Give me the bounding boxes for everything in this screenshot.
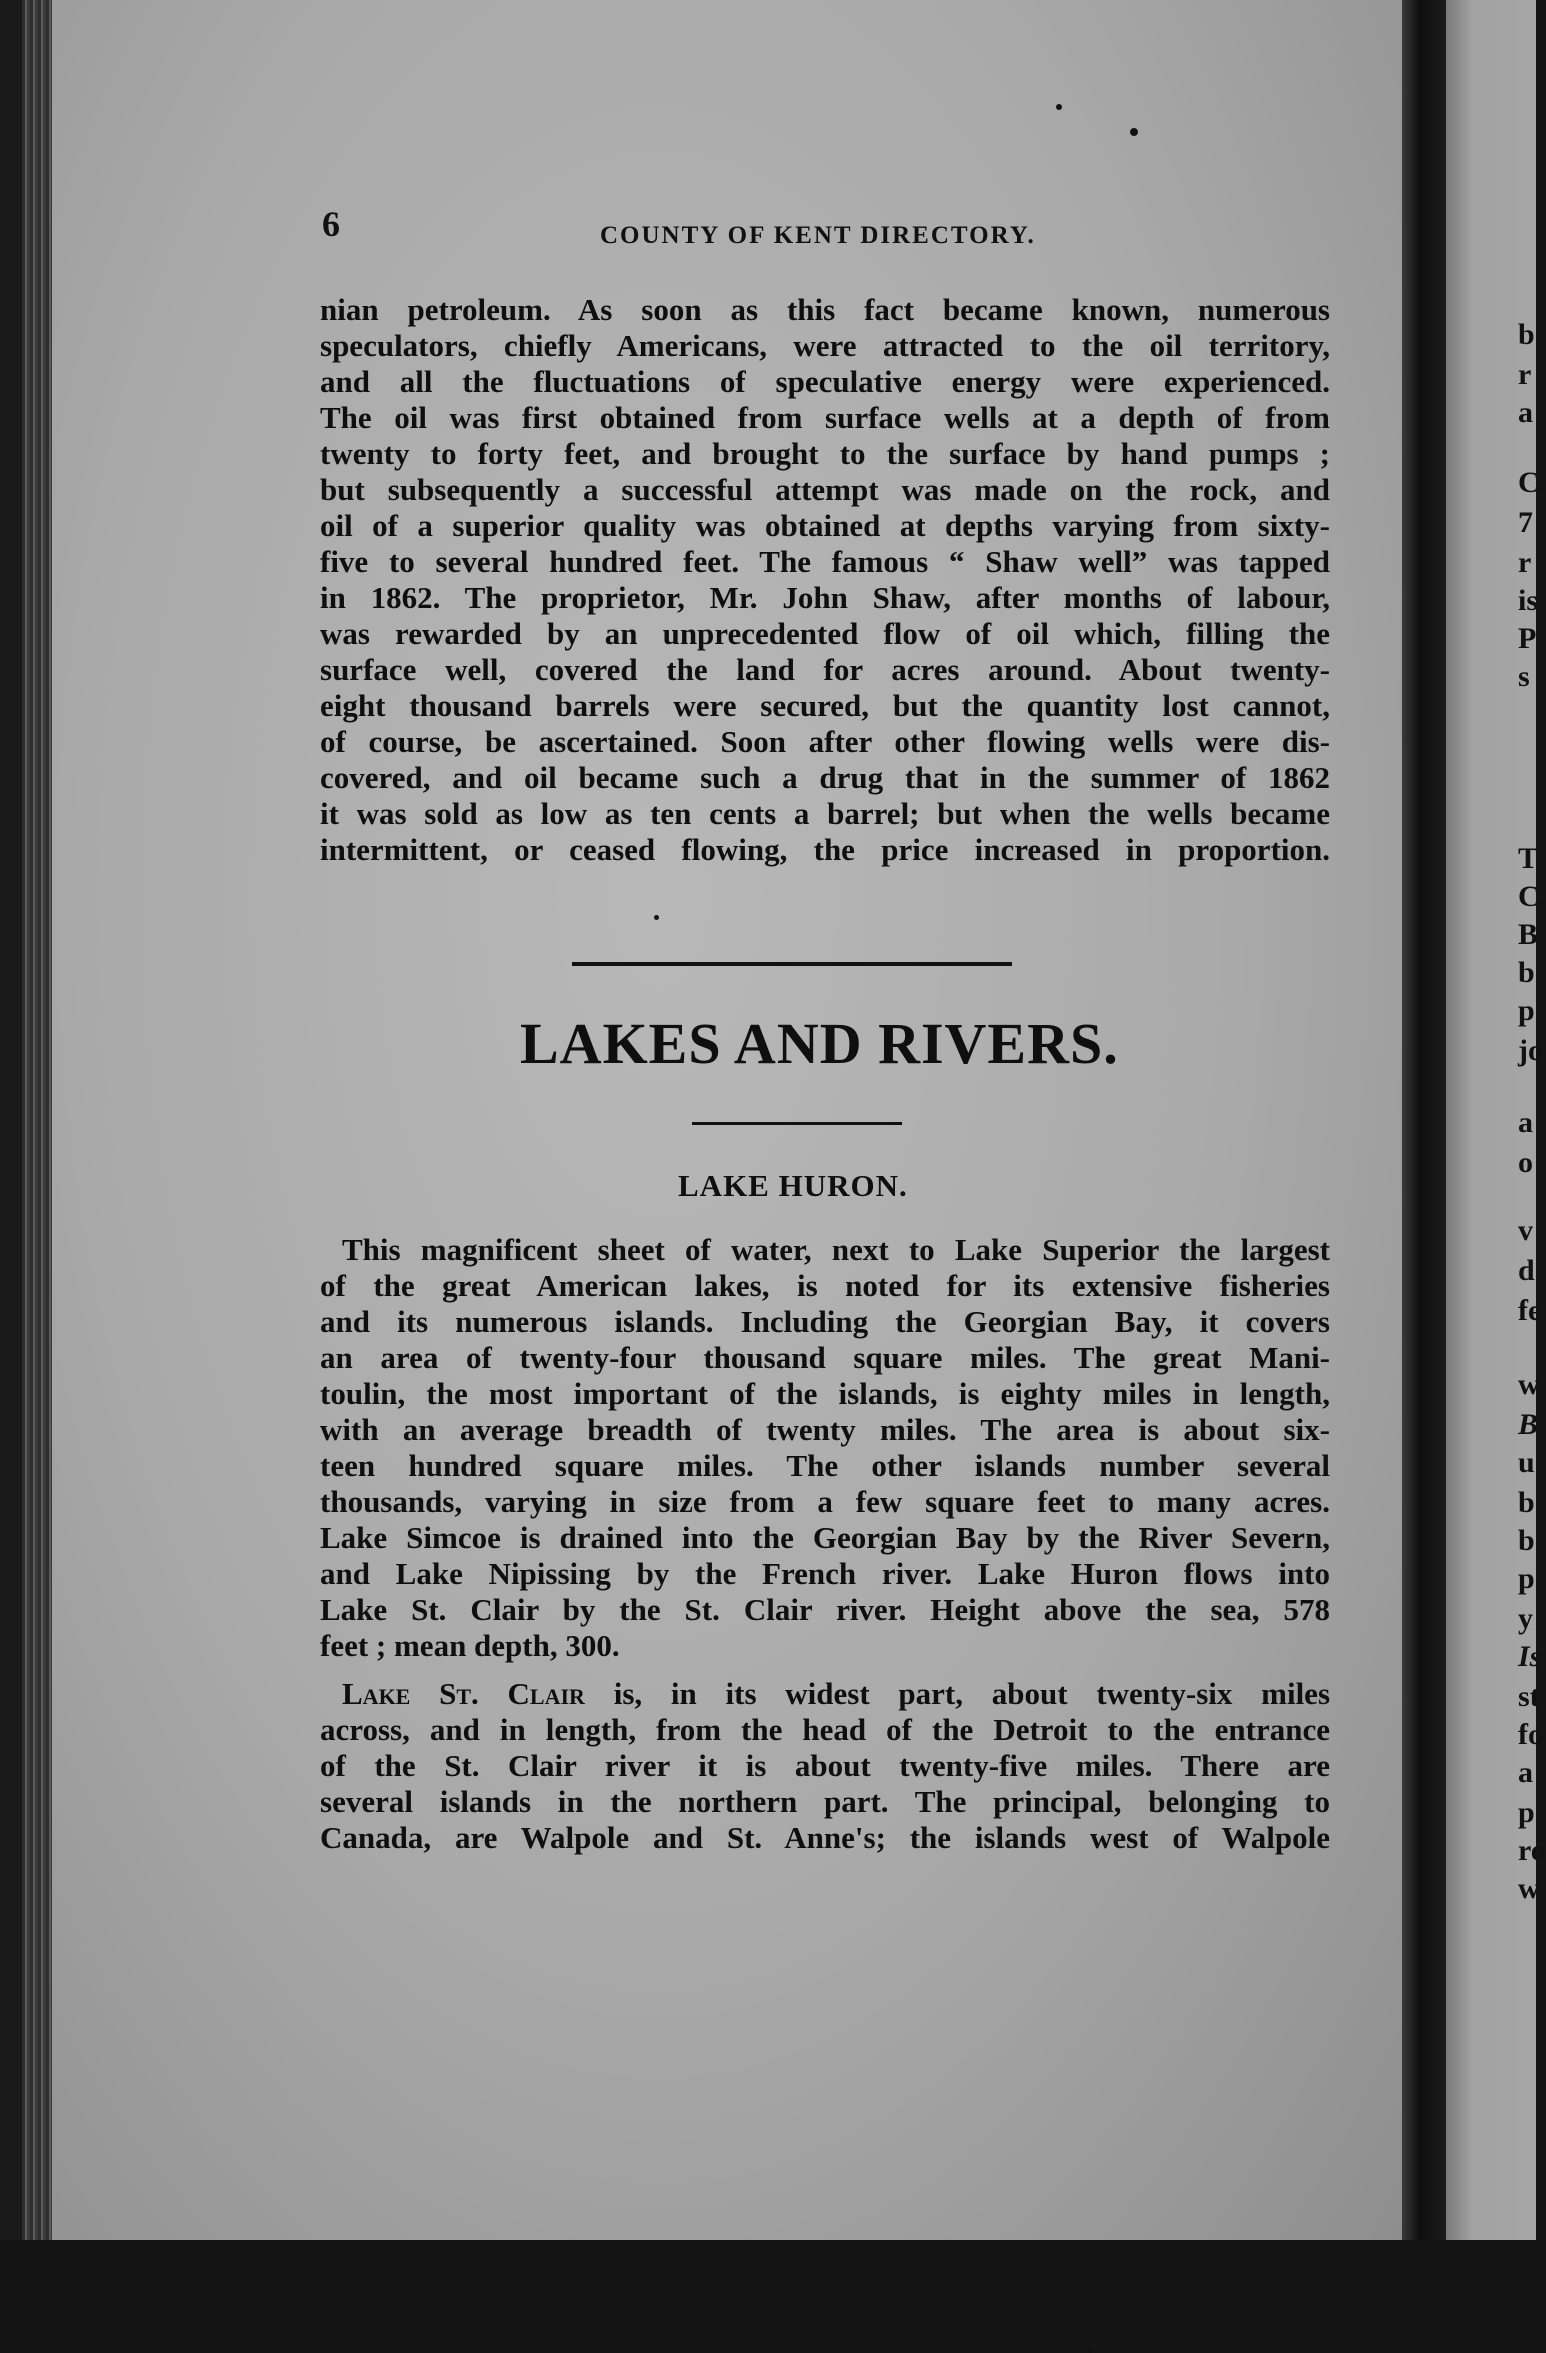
text-line: speculators, chiefly Americans, were attracted to the oil territory, [320, 328, 1330, 363]
facing-text-fragment: Is [1518, 1640, 1542, 1673]
text-line: covered, and oil became such a drug that in the summer of 1862 [320, 760, 1330, 795]
text-line: it was sold as low as ten cents a barrel; but when the wells became [320, 796, 1330, 831]
text-line: across, and in length, from the head of the Detroit to the entrance [320, 1712, 1330, 1747]
text-line: surface well, covered the land for acres around. About twenty- [320, 652, 1330, 687]
facing-text-fragment: p [1518, 994, 1535, 1027]
facing-text-fragment: b [1518, 318, 1535, 351]
book-page [52, 0, 1402, 2240]
lake-st-clair-first-rest: is, in its widest part, about twenty-six miles [584, 1676, 1331, 1711]
text-line: of course, be ascertained. Soon after other flowing wells were dis- [320, 724, 1330, 759]
text-line: eight thousand barrels were secured, but the quantity lost cannot, [320, 688, 1330, 723]
facing-text-fragment: p [1518, 1796, 1535, 1829]
section-title: LAKES AND RIVERS. [520, 1011, 1119, 1076]
sub-title: LAKE HURON. [678, 1168, 908, 1203]
text-line: Lake Simcoe is drained into the Georgian Bay by the River Severn, [320, 1520, 1330, 1555]
text-line: was rewarded by an unprecedented flow of oil which, filling the [320, 616, 1330, 651]
section-rule-bottom [692, 1122, 902, 1125]
text-line: but subsequently a successful attempt was made on the rock, and [320, 472, 1330, 507]
ink-speck [1056, 104, 1062, 110]
facing-text-fragment: B [1518, 1408, 1539, 1441]
facing-text-fragment: a [1518, 1756, 1533, 1789]
facing-text-fragment: 7 [1518, 506, 1533, 539]
facing-text-fragment: o [1518, 1146, 1533, 1179]
text-line: oil of a superior quality was obtained at depths varying from sixty- [320, 508, 1330, 543]
text-line: an area of twenty-four thousand square miles. The great Mani- [320, 1340, 1330, 1375]
ink-speck [1088, 2348, 1093, 2353]
text-line: several islands in the northern part. The principal, belonging to [320, 1784, 1330, 1819]
text-line: toulin, the most important of the islands, is eighty miles in length, [320, 1376, 1330, 1411]
text-line: The oil was first obtained from surface wells at a depth of from [320, 400, 1330, 435]
facing-text-fragment: u [1518, 1446, 1535, 1479]
facing-text-fragment: d [1518, 1254, 1535, 1287]
text-line [342, 1676, 1330, 1712]
facing-text-fragment: B [1518, 918, 1539, 951]
facing-text-fragment: a [1518, 1106, 1533, 1139]
facing-text-fragment: ro [1518, 1834, 1546, 1867]
facing-page-edge [1446, 0, 1546, 2240]
running-title: COUNTY OF KENT DIRECTORY. [600, 222, 1036, 249]
facing-text-fragment: a [1518, 396, 1533, 429]
facing-text-fragment: C [1518, 880, 1540, 913]
page-number: 6 [322, 204, 340, 244]
facing-text-fragment: P [1518, 622, 1537, 655]
facing-text-fragment: b [1518, 1486, 1535, 1519]
text-line: in 1862. The proprietor, Mr. John Shaw, after months of labour, [320, 580, 1330, 615]
lake-st-clair-lead: Lake St. Clair [342, 1676, 585, 1711]
text-line: and Lake Nipissing by the French river. Lake Huron flows into [320, 1556, 1330, 1591]
facing-text-fragment: is [1518, 584, 1539, 617]
facing-text-fragment: v [1518, 1214, 1533, 1247]
text-line: five to several hundred feet. The famous “ Shaw well” was tapped [320, 544, 1330, 579]
section-rule-top [572, 962, 1012, 966]
facing-text-fragment: T [1518, 842, 1539, 875]
text-line: with an average breadth of twenty miles. The area is about six- [320, 1412, 1330, 1447]
text-line: Canada, are Walpole and St. Anne's; the islands west of Walpole [320, 1820, 1330, 1855]
facing-text-fragment: b [1518, 956, 1535, 989]
facing-text-fragment: b [1518, 1524, 1535, 1557]
text-line: and its numerous islands. Including the Georgian Bay, it covers [320, 1304, 1330, 1339]
facing-text-fragment: C [1518, 466, 1540, 499]
facing-text-fragment: y [1518, 1602, 1533, 1635]
text-line: This magnificent sheet of water, next to Lake Superior the largest [342, 1232, 1330, 1267]
text-line: teen hundred square miles. The other islands number several [320, 1448, 1330, 1483]
facing-text-fragment: w [1518, 1368, 1540, 1401]
text-line: Lake St. Clair by the St. Clair river. Height above the sea, 578 [320, 1592, 1330, 1627]
facing-text-fragment: jo [1518, 1034, 1543, 1067]
text-line: feet ; mean depth, 300. [320, 1628, 620, 1663]
text-line: nian petroleum. As soon as this fact became known, numerous [320, 292, 1330, 327]
page-stack-edge [22, 0, 52, 2240]
facing-text-fragment: fo [1518, 1718, 1543, 1751]
facing-text-fragment: p [1518, 1562, 1535, 1595]
facing-text-fragment: s [1518, 660, 1530, 693]
facing-text-fragment: st [1518, 1680, 1540, 1713]
facing-text-fragment: r [1518, 358, 1532, 391]
book-gutter [1402, 0, 1446, 2240]
text-line: thousands, varying in size from a few square feet to many acres. [320, 1484, 1330, 1519]
ink-speck [654, 915, 659, 920]
facing-text-fragment: w [1518, 1872, 1540, 1905]
text-line: intermittent, or ceased flowing, the price increased in proportion. [320, 832, 1330, 867]
text-line: of the great American lakes, is noted for its extensive fisheries [320, 1268, 1330, 1303]
ink-speck [1130, 128, 1138, 136]
text-line: and all the fluctuations of speculative energy were experienced. [320, 364, 1330, 399]
text-line: of the St. Clair river it is about twenty-five miles. There are [320, 1748, 1330, 1783]
facing-text-fragment: fe [1518, 1294, 1542, 1327]
facing-text-fragment: r [1518, 546, 1532, 579]
text-line: twenty to forty feet, and brought to the surface by hand pumps ; [320, 436, 1330, 471]
